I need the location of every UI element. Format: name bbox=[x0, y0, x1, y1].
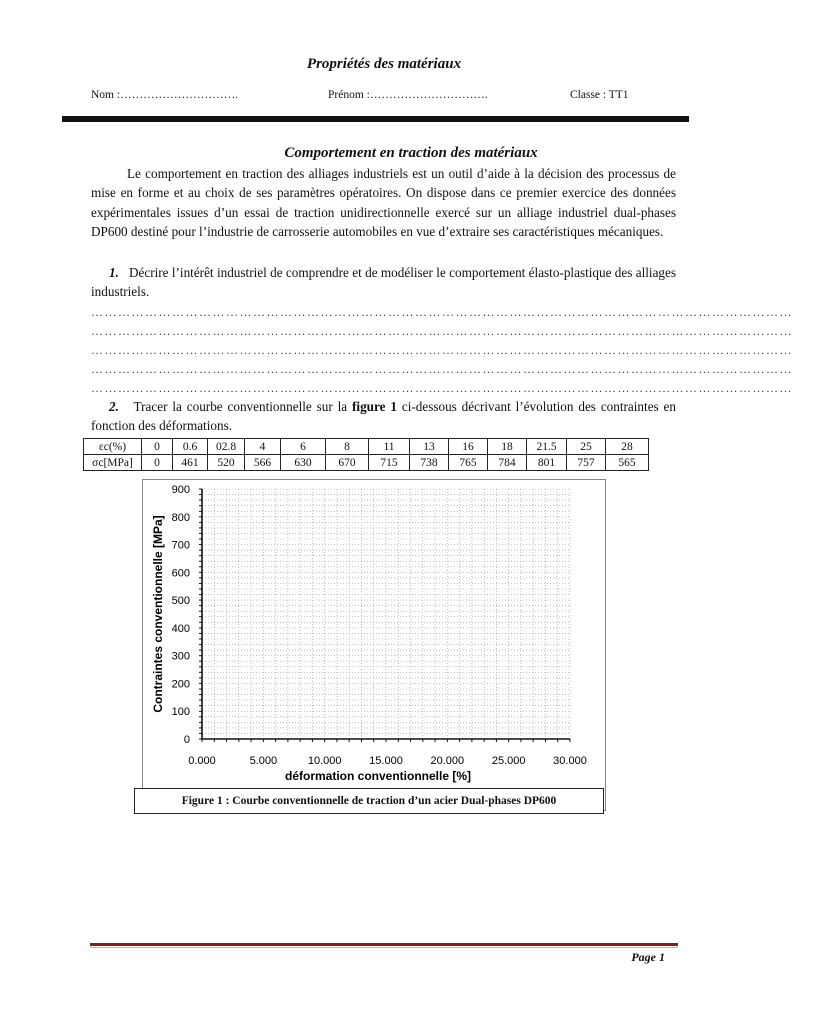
chart-axes bbox=[199, 489, 570, 742]
x-tick-label: 5.000 bbox=[249, 755, 278, 767]
question-2-number: 2. bbox=[109, 399, 119, 414]
table-cell: 4 bbox=[245, 439, 281, 455]
intro-paragraph bbox=[91, 164, 676, 242]
table-cell: 16 bbox=[449, 439, 488, 455]
table-cell: 520 bbox=[208, 455, 245, 471]
question-1-text: Décrire l’intérêt industriel de comprendre et de modéliser le comportement élasto-plastique des alliages industriels. bbox=[91, 265, 677, 300]
y-tick-label: 600 bbox=[171, 567, 190, 580]
x-tick-label: 15.000 bbox=[369, 755, 403, 767]
table-cell: 566 bbox=[245, 455, 281, 471]
question-2-text-before: Tracer la courbe conventionnelle sur la bbox=[133, 399, 353, 414]
page-number: Page 1 bbox=[631, 950, 665, 964]
x-tick-label: 10.000 bbox=[307, 755, 342, 767]
x-tick-label: 0.000 bbox=[188, 755, 216, 767]
y-tick-label: 700 bbox=[171, 539, 190, 552]
classe-field: Classe : TT1 bbox=[570, 89, 629, 101]
x-axis-label: déformation conventionnelle [%] bbox=[284, 769, 472, 783]
chart-grid bbox=[202, 489, 570, 739]
y-axis-label: Contraintes conventionnelle [MPa] bbox=[151, 515, 165, 713]
y-tick-label: 400 bbox=[171, 622, 190, 635]
table-cell: 565 bbox=[606, 455, 649, 471]
table-cell: 801 bbox=[527, 455, 567, 471]
footer-divider bbox=[90, 943, 678, 946]
x-tick-label: 30.000 bbox=[553, 755, 587, 767]
y-tick-labels bbox=[172, 484, 190, 746]
question-1 bbox=[91, 263, 676, 302]
table-cell: 11 bbox=[369, 439, 410, 455]
x-tick-label: 25.000 bbox=[491, 755, 526, 767]
question-2-figure-ref: figure 1 bbox=[352, 399, 397, 414]
answer-line[interactable]: ………………………………………………………………………………………………………………………………………… bbox=[91, 381, 793, 395]
x-tick-labels bbox=[188, 755, 587, 767]
x-tick-label: 20.000 bbox=[430, 755, 465, 767]
y-tick-label: 300 bbox=[171, 650, 190, 663]
data-table bbox=[83, 438, 649, 471]
table-cell: 28 bbox=[606, 439, 649, 455]
table-cell: 0.6 bbox=[173, 439, 208, 455]
table-cell: 25 bbox=[567, 439, 606, 455]
table-cell: 18 bbox=[488, 439, 527, 455]
table-cell: 630 bbox=[281, 455, 326, 471]
y-tick-label: 900 bbox=[171, 484, 190, 496]
table-cell: 461 bbox=[173, 455, 208, 471]
table-cell: 13 bbox=[410, 439, 449, 455]
y-tick-label: 0 bbox=[183, 734, 190, 746]
question-2-text-after: ci-dessous décrivant l’évolution des contraintes en fonction des déformations. bbox=[91, 399, 677, 434]
table-cell: 0 bbox=[142, 439, 173, 455]
table-cell: 738 bbox=[410, 455, 449, 471]
answer-line[interactable]: ………………………………………………………………………………………………………………………………………… bbox=[91, 305, 793, 319]
table-cell: 6 bbox=[281, 439, 326, 455]
prenom-field: Prénom :…………………………. bbox=[328, 89, 488, 101]
answer-line[interactable]: ………………………………………………………………………………………………………………………………………… bbox=[91, 343, 793, 357]
answer-line[interactable]: ………………………………………………………………………………………………………………………………………… bbox=[91, 362, 793, 376]
table-header-strain: εc(%) bbox=[84, 439, 142, 455]
table-cell: 715 bbox=[369, 455, 410, 471]
nom-field: Nom :…………………………. bbox=[91, 89, 238, 101]
table-cell: 8 bbox=[326, 439, 369, 455]
document-title: Propriétés des matériaux bbox=[306, 56, 462, 72]
footer-divider-light bbox=[90, 947, 678, 948]
table-cell: 784 bbox=[488, 455, 527, 471]
section-title: Comportement en traction des matériaux bbox=[284, 145, 538, 161]
table-header-stress: σc[MPa] bbox=[84, 455, 142, 471]
y-tick-label: 500 bbox=[171, 595, 190, 608]
y-tick-label: 800 bbox=[171, 511, 190, 524]
question-1-number: 1. bbox=[109, 265, 119, 280]
table-cell: 0 bbox=[142, 455, 173, 471]
table-row-stress bbox=[84, 455, 649, 471]
table-cell: 21.5 bbox=[527, 439, 567, 455]
table-cell: 670 bbox=[326, 455, 369, 471]
table-cell: 765 bbox=[449, 455, 488, 471]
table-row-strain bbox=[84, 439, 649, 455]
table-cell: 02.8 bbox=[208, 439, 245, 455]
answer-line[interactable]: ………………………………………………………………………………………………………………………………………… bbox=[91, 324, 793, 338]
y-tick-label: 100 bbox=[171, 706, 190, 719]
figure-caption: Figure 1 : Courbe conventionnelle de traction d’un acier Dual-phases DP600 bbox=[134, 788, 604, 814]
question-2 bbox=[91, 397, 676, 436]
stress-strain-chart bbox=[142, 479, 604, 789]
table-cell: 757 bbox=[567, 455, 606, 471]
y-tick-label: 200 bbox=[171, 678, 190, 691]
intro-text: Le comportement en traction des alliages industriels est un outil d’aide à la décision des processus de mise en forme et au choix de ses paramètres opératoires. On dispose dans ce premier exercice des données expérimentales issues d’un essai de traction unidirectionnelle exercé sur un alliage industriel dual-phases DP600 destiné pour l’industrie de carrosserie automobiles en vue d’extraire ses caractéristiques mécaniques. bbox=[91, 166, 676, 240]
header-divider bbox=[62, 116, 689, 122]
